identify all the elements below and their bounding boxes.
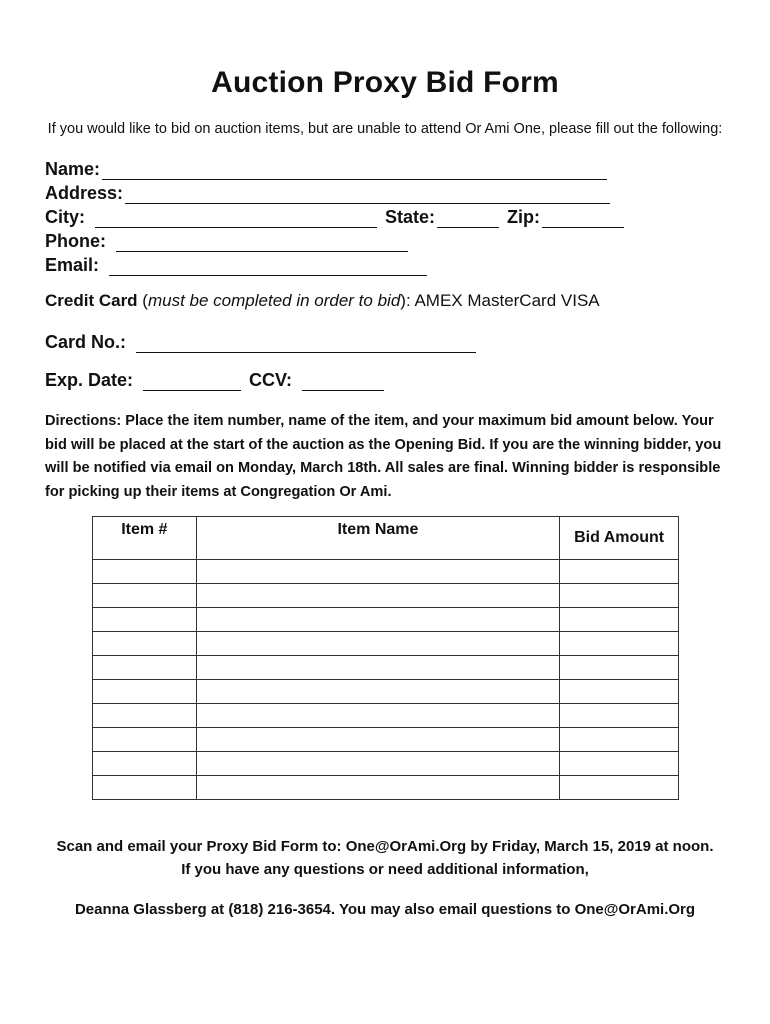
- header-item-name: Item Name: [196, 517, 560, 560]
- bid-amount-cell[interactable]: [560, 680, 679, 704]
- card-number-row: [45, 329, 476, 353]
- email-row: [45, 252, 624, 276]
- bid-amount-cell[interactable]: [560, 632, 679, 656]
- card-number-field[interactable]: [136, 333, 476, 353]
- item-name-cell[interactable]: [196, 632, 560, 656]
- bid-amount-cell[interactable]: [560, 752, 679, 776]
- item-number-cell[interactable]: [93, 704, 197, 728]
- contact-fields: [45, 156, 624, 276]
- zip-label: Zip:: [507, 207, 541, 227]
- table-row: [93, 584, 679, 608]
- address-row: [45, 180, 624, 204]
- phone-row: [45, 228, 624, 252]
- item-number-cell[interactable]: [93, 680, 197, 704]
- name-label: Name:: [45, 159, 101, 179]
- footer-line-1: Scan and email your Proxy Bid Form to: One@OrAmi.Org by Friday, March 15, 2019 at noon.: [56, 838, 714, 855]
- phone-label: Phone:: [45, 231, 106, 251]
- header-item-number: Item #: [93, 517, 197, 560]
- credit-card-label: Credit Card: [45, 291, 138, 310]
- credit-card-note-open: (: [137, 291, 148, 310]
- bid-table: [92, 516, 679, 800]
- phone-field[interactable]: [116, 232, 408, 252]
- form-title: Auction Proxy Bid Form: [211, 66, 559, 99]
- item-name-cell[interactable]: [196, 608, 560, 632]
- bid-amount-cell[interactable]: [560, 656, 679, 680]
- ccv-label: CCV:: [249, 370, 293, 390]
- credit-card-note: must be completed in order to bid: [147, 291, 401, 310]
- item-number-cell[interactable]: [93, 656, 197, 680]
- intro-text: If you would like to bid on auction items, but are unable to attend Or Ami One, please fill out the following:: [47, 121, 723, 137]
- email-field[interactable]: [109, 256, 427, 276]
- table-row: [93, 728, 679, 752]
- item-name-cell[interactable]: [196, 776, 560, 800]
- table-row: [93, 752, 679, 776]
- item-name-cell[interactable]: [196, 584, 560, 608]
- item-number-cell[interactable]: [93, 752, 197, 776]
- header-bid-amount: Bid Amount: [560, 517, 679, 560]
- item-number-cell[interactable]: [93, 560, 197, 584]
- exp-date-label: Exp. Date:: [45, 370, 134, 390]
- table-row: [93, 680, 679, 704]
- item-name-cell[interactable]: [196, 560, 560, 584]
- table-row: [93, 632, 679, 656]
- state-label: State:: [385, 207, 436, 227]
- directions-text: Directions: Place the item number, name of the item, and your maximum bid amount below. Your bid will be placed at the start of the auction as the Opening Bid. If you are the winning bidder, you will be notified via email on Monday, March 18th. All sales are final. Winning bidder is responsible for picking up their items at Congregation Or Ami.: [45, 413, 722, 500]
- table-row: [93, 656, 679, 680]
- credit-card-line: [45, 291, 600, 311]
- city-field[interactable]: [95, 208, 377, 228]
- table-row: [93, 608, 679, 632]
- exp-date-field[interactable]: [143, 371, 241, 391]
- bid-amount-cell[interactable]: [560, 776, 679, 800]
- ccv-field[interactable]: [302, 371, 384, 391]
- bid-amount-cell[interactable]: [560, 584, 679, 608]
- item-name-cell[interactable]: [196, 752, 560, 776]
- table-row: [93, 560, 679, 584]
- city-label: City:: [45, 207, 85, 227]
- credit-card-note-close: ):: [400, 291, 415, 310]
- bid-amount-cell[interactable]: [560, 728, 679, 752]
- city-state-zip-row: [45, 204, 624, 228]
- item-number-cell[interactable]: [93, 776, 197, 800]
- item-name-cell[interactable]: [196, 656, 560, 680]
- table-row: [93, 776, 679, 800]
- item-number-cell[interactable]: [93, 608, 197, 632]
- item-number-cell[interactable]: [93, 584, 197, 608]
- bid-amount-cell[interactable]: [560, 608, 679, 632]
- bid-amount-cell[interactable]: [560, 704, 679, 728]
- item-number-cell[interactable]: [93, 728, 197, 752]
- item-number-cell[interactable]: [93, 632, 197, 656]
- credit-card-types: AMEX MasterCard VISA: [414, 291, 600, 310]
- table-row: [93, 704, 679, 728]
- email-label: Email:: [45, 255, 100, 275]
- address-field[interactable]: [125, 184, 610, 204]
- footer-line-2: If you have any questions or need additional information,: [181, 861, 589, 878]
- exp-ccv-row: [45, 367, 384, 391]
- address-label: Address:: [45, 183, 124, 203]
- bid-amount-cell[interactable]: [560, 560, 679, 584]
- name-field[interactable]: [102, 160, 607, 180]
- state-field[interactable]: [437, 208, 499, 228]
- name-row: [45, 156, 624, 180]
- zip-field[interactable]: [542, 208, 624, 228]
- item-name-cell[interactable]: [196, 704, 560, 728]
- footer-line-3: Deanna Glassberg at (818) 216-3654. You may also email questions to One@OrAmi.Org: [74, 901, 696, 918]
- item-name-cell[interactable]: [196, 728, 560, 752]
- bid-table-header: [93, 517, 679, 560]
- card-number-label: Card No.:: [45, 332, 126, 352]
- item-name-cell[interactable]: [196, 680, 560, 704]
